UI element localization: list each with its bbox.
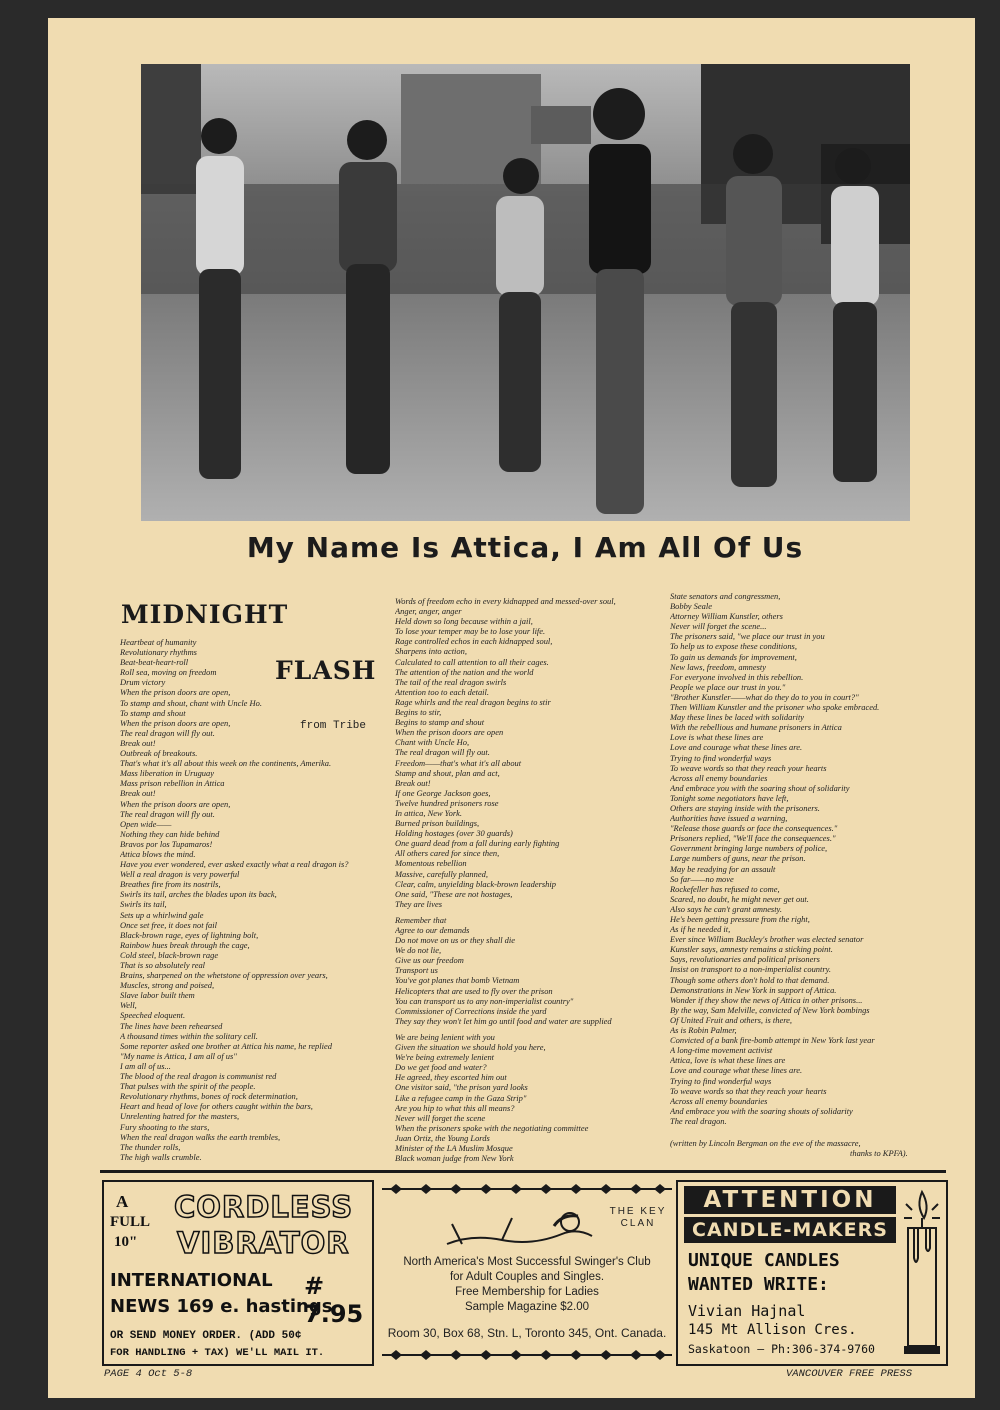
- poem-line: When the prison doors are open,: [120, 687, 231, 698]
- poem-line: Do we get food and water?: [395, 1062, 487, 1073]
- ad-order-line-1: OR SEND MONEY ORDER. (ADD 50¢: [110, 1330, 302, 1342]
- poem-line: Held down so long because within a jail,: [395, 616, 533, 627]
- poem-line: Massive, carefully planned,: [395, 868, 488, 879]
- march-photo: [141, 64, 910, 521]
- poem-line: "Release those guards or face the consequences.": [670, 823, 838, 834]
- poem-line: Beat-beat-heart-roll: [120, 657, 189, 668]
- poem-line: Demonstrations in New York in support of Attica.: [670, 984, 837, 995]
- poem-line: To help us to expose these conditions,: [670, 641, 797, 652]
- poem-line: State senators and congressmen,: [670, 591, 781, 601]
- poem-line: And embrace you with the soaring shouts of solidarity: [670, 1105, 853, 1116]
- poem-line: Nothing they can hide behind: [120, 828, 220, 839]
- poem-line: A long-time movement activist: [670, 1045, 773, 1056]
- candle-icon: [900, 1188, 944, 1358]
- poem-line: Begins to stamp and shout: [395, 717, 485, 728]
- poem-line: Muscles, strong and poised,: [120, 980, 215, 991]
- poem-line: Heartbeat of humanity: [120, 637, 197, 647]
- ad-vibrator: VIBRATOR: [177, 1226, 350, 1260]
- poem-line: thanks to KPFA).: [850, 1148, 908, 1159]
- poem-line: We are being lenient with you: [395, 1031, 495, 1042]
- poem-line: May be readying for an assault: [670, 863, 776, 874]
- poem-line: Insist on transport to a non-imperialist country.: [670, 964, 832, 975]
- ad-a: A: [116, 1192, 129, 1211]
- poem-line: Brains, sharpened on the whetstone of oppression over years,: [120, 970, 328, 981]
- key-clan-line-2: for Adult Couples and Singles.: [449, 1271, 605, 1283]
- poem-line: In attica, New York.: [395, 807, 462, 818]
- poem-line: You can transport us to any non-imperialist country": [395, 995, 574, 1006]
- ad-full: FULL: [110, 1214, 151, 1230]
- poem-line: He's been getting pressure from the right,: [670, 914, 810, 924]
- poem-line: That's what it's all about this week on the continents, Amerika.: [120, 758, 332, 769]
- poem-line: Authorities have issued a warning,: [670, 813, 788, 824]
- poem-line: Do not move on us or they shall die: [395, 935, 515, 946]
- poem-line: Across all enemy boundaries: [670, 772, 768, 783]
- poem-line: Sharpens into action,: [395, 646, 467, 657]
- poem-line: Juan Ortiz, the Young Lords: [395, 1132, 490, 1143]
- poem-line: Stamp and shout, plan and act,: [395, 767, 500, 778]
- poem-line: Begins to stir,: [395, 707, 442, 718]
- poem-line: "My name is Attica, I am all of us": [120, 1050, 237, 1061]
- poem-line: Like a refugee camp in the Gaza Strip": [395, 1092, 527, 1103]
- poem-line: Revolutionary rhythms: [120, 647, 197, 658]
- poem-line: Says, revolutionaries and political prisoners: [670, 954, 820, 965]
- poem-line: Wonder if they show the news of Attica in other prisons...: [670, 994, 863, 1005]
- poem-line: With the rebellious and humane prisoners in Attica: [670, 722, 842, 733]
- section-divider: [100, 1170, 946, 1173]
- candle-line-1: UNIQUE CANDLES: [688, 1250, 840, 1271]
- poem-line: Heart and head of love for others caught within the bars,: [120, 1101, 313, 1112]
- poem-line: Once set free, it does not fail: [120, 919, 217, 930]
- poem-line: Rage controlled echos in each kidnapped soul,: [395, 636, 553, 647]
- poem-column-2: [395, 596, 685, 1163]
- poem-line: Attica, love is what these lines are: [670, 1055, 786, 1066]
- poem-line: (written by Lincoln Bergman on the eve of the massacre,: [670, 1137, 861, 1148]
- candle-heading-1: ATTENTION: [684, 1186, 896, 1214]
- poem-line: You've got planes that bomb Vietnam: [395, 975, 520, 986]
- poem-line: Unrelenting hatred for the masters,: [120, 1111, 240, 1122]
- poem-line: Speeched eloquent.: [120, 1010, 186, 1021]
- poem-line: Words of freedom echo in every kidnapped and messed-over soul,: [395, 596, 616, 606]
- key-clan-line-4: Sample Magazine $2.00: [464, 1301, 590, 1313]
- poem-line: Convicted of a bank fire-bomb attempt in New York last year: [670, 1035, 875, 1046]
- poem-line: Outbreak of breakouts.: [120, 748, 198, 759]
- poem-line: When the prison doors are open: [395, 727, 504, 738]
- poem-line: Remember that: [395, 914, 447, 925]
- poem-line: To weave words so that they reach your hearts: [670, 1085, 827, 1096]
- poem-line: The real dragon.: [670, 1115, 727, 1126]
- poem-line: Some reporter asked one brother at Attica his name, he replied: [120, 1040, 332, 1051]
- ad-price: # 7.95: [304, 1272, 364, 1328]
- poem-line: Scared, no doubt, he might never get out.: [670, 893, 809, 904]
- poem-line: The prisoners said, "we place our trust in you: [670, 631, 825, 642]
- candle-line-3: Vivian Hajnal: [688, 1302, 806, 1320]
- candle-line-2: WANTED WRITE:: [688, 1274, 829, 1295]
- poem-line: Minister of the LA Muslim Mosque: [395, 1142, 513, 1153]
- poem-line: Break out!: [120, 788, 156, 799]
- poem-line: The real dragon will fly out.: [120, 808, 215, 819]
- poem-line: Slave labor built them: [120, 990, 195, 1001]
- poem-line: May these lines be laced with solidarity: [670, 712, 805, 723]
- key-clan-address: Room 30, Box 68, Stn. L, Toronto 345, Ont. Canada.: [387, 1326, 667, 1340]
- ad-cordless-vibrator: [102, 1180, 374, 1366]
- poem-line: We do not lie,: [395, 945, 442, 956]
- poem-line: To stamp and shout, chant with Uncle Ho.: [120, 697, 262, 708]
- reclining-figure-icon: [442, 1204, 602, 1256]
- poem-line: Transport us: [395, 965, 438, 976]
- poem-line: Swirls its tail,: [120, 899, 167, 910]
- poem-line: One visitor said, "the prison yard looks: [395, 1082, 528, 1093]
- poem-line: Calculated to call attention to all their cages.: [395, 656, 549, 667]
- poem-title-flash: FLASH: [275, 656, 377, 685]
- diamond-border-bottom: [382, 1348, 672, 1362]
- poem-line: Love is what these lines are: [670, 732, 764, 743]
- poem-line: Holding hostages (over 30 guards): [395, 828, 513, 839]
- poem-line: Well a real dragon is very powerful: [120, 869, 240, 880]
- poem-line: They are lives: [395, 898, 443, 909]
- poem-line: Others are staying inside with the prisoners.: [670, 802, 820, 813]
- poem-line: To lose your temper may be to lose your life.: [395, 626, 546, 637]
- poem-line: Break out!: [395, 777, 431, 788]
- poem-line: The attention of the nation and the world: [395, 666, 534, 677]
- key-clan-line-3: Free Membership for Ladies: [455, 1286, 599, 1298]
- poem-line: Chant with Uncle Ho,: [395, 737, 470, 748]
- poem-line: Burned prison buildings,: [395, 818, 480, 829]
- headline: My Name Is Attica, I Am All Of Us: [246, 531, 804, 564]
- poem-line: By the way, Sam Melville, convicted of New York bombings: [670, 1004, 870, 1015]
- poem-line: Black woman judge from New York: [395, 1153, 514, 1164]
- poem-line: Trying to find wonderful ways: [670, 1075, 772, 1086]
- ad-ten-inch: 10": [114, 1234, 138, 1250]
- poem-line: I am all of us...: [120, 1060, 171, 1071]
- poem-line: Revolutionary rhythms, bones of rock determination,: [120, 1091, 298, 1102]
- photo-illustration: [141, 64, 910, 521]
- poem-line: Breathes fire from its nostrils,: [120, 879, 221, 890]
- poem-line: New laws, freedom, amnesty: [670, 661, 767, 672]
- key-clan-name: THE KEY CLAN: [609, 1206, 667, 1229]
- poem-line: The tail of the real dragon swirls: [395, 676, 507, 687]
- poem-line: He agreed, they escorted him out: [395, 1072, 507, 1083]
- newspaper-page: [48, 18, 975, 1398]
- poem-line: We're being extremely lenient: [395, 1052, 495, 1063]
- poem-line: When the prison doors are open,: [120, 717, 231, 728]
- poem-line: Well,: [120, 1000, 137, 1011]
- poem-line: Rockefeller has refused to come,: [670, 883, 780, 894]
- poem-line: Agree to our demands: [395, 925, 470, 935]
- candle-line-5: Saskatoon — Ph:306-374-9760: [688, 1342, 875, 1356]
- poem-line: Twelve hundred prisoners rose: [395, 797, 499, 808]
- poem-line: One said, "These are not hostages,: [395, 888, 513, 899]
- poem-line: So far——no move: [670, 873, 734, 884]
- poem-column-3: [670, 591, 956, 1158]
- poem-line: Mass liberation in Uruguay: [120, 768, 214, 779]
- poem-line: Momentous rebellion: [395, 858, 467, 869]
- footer-publication: VANCOUVER FREE PRESS: [786, 1368, 913, 1380]
- poem-line: Attica blows the mind.: [120, 848, 196, 859]
- poem-line: The real dragon will fly out.: [120, 727, 215, 738]
- poem-line: Attorney William Kunstler, others: [670, 611, 783, 622]
- poem-line: Swirls its tail, arches the blades upon its back,: [120, 889, 277, 900]
- poem-line: Trying to find wonderful ways: [670, 752, 772, 763]
- poem-line: Tonight some negotiators have left,: [670, 792, 789, 803]
- poem-line: When the real dragon walks the earth trembles,: [120, 1131, 281, 1142]
- poem-line: Ever since William Buckley's brother was elected senator: [670, 934, 864, 945]
- poem-line: Have you ever wondered, ever asked exactly what a real dragon is?: [120, 859, 349, 870]
- poem-line: Love and courage what these lines are.: [670, 1065, 803, 1076]
- poem-line: Helicopters that are used to fly over the prison: [395, 985, 553, 996]
- poem-title-midnight: MIDNIGHT: [121, 600, 289, 629]
- poem-line: Of United Fruit and others, is there,: [670, 1014, 793, 1025]
- ad-cordless: CORDLESS: [174, 1190, 354, 1224]
- poem-line: One guard dead from a fall during early fighting: [395, 838, 560, 849]
- poem-line: Never will forget the scene: [395, 1112, 486, 1123]
- poem-line: The blood of the real dragon is communist red: [120, 1071, 277, 1082]
- poem-line: The real dragon will fly out.: [395, 747, 490, 758]
- poem-line: Kunstler says, amnesty remains a sticking point.: [670, 944, 833, 955]
- poem-line: Across all enemy boundaries: [670, 1095, 768, 1106]
- poem-line: All others cared for since then,: [395, 848, 500, 859]
- poem-line: Given the situation we should hold you here,: [395, 1042, 546, 1053]
- poem-line: The thunder rolls,: [120, 1141, 181, 1152]
- poem-line: Though some others don't hold to that demand.: [670, 974, 830, 985]
- poem-line: The high walls crumble.: [120, 1151, 202, 1162]
- poem-line: As is Robin Palmer,: [670, 1025, 737, 1036]
- poem-line: To stamp and shout: [120, 707, 186, 718]
- poem-line: Rainbow hues break through the cage,: [120, 939, 250, 950]
- poem-line: Are you hip to what this all means?: [395, 1102, 515, 1113]
- poem-line: Roll sea, moving on freedom: [120, 667, 217, 678]
- poem-line: To weave words so that they reach your hearts: [670, 762, 827, 773]
- poem-line: Sets up a whirlwind gale: [120, 909, 204, 920]
- poem-line: Prisoners replied, "We'll face the consequences.": [670, 833, 836, 844]
- poem-line: When the prisoners spoke with the negotiating committee: [395, 1122, 589, 1133]
- poem-line: As if he needed it,: [670, 924, 731, 935]
- poem-line: And embrace you with the soaring shout of solidarity: [670, 782, 850, 793]
- poem-line: Attention too to each detail.: [395, 686, 489, 697]
- poem-line: Bravos por los Tupamaros!: [120, 838, 213, 849]
- poem-line: Love and courage what these lines are.: [670, 742, 803, 753]
- key-clan-line-1: North America's Most Successful Swinger's Club: [403, 1256, 651, 1268]
- candle-line-4: 145 Mt Allison Cres.: [688, 1322, 857, 1338]
- poem-line: Drum victory: [120, 677, 166, 688]
- candle-heading-2: CANDLE-MAKERS: [684, 1217, 896, 1243]
- poem-line: Rage whirls and the real dragon begins to stir: [395, 696, 551, 707]
- poem-line: Never will forget the scene...: [670, 621, 767, 632]
- poem-line: The lines have been rehearsed: [120, 1020, 223, 1031]
- poem-column-1: [120, 637, 412, 1162]
- poem-line: Large numbers of guns, near the prison.: [670, 853, 806, 864]
- poem-line: Black-brown rage, eyes of lightning bolt,: [120, 929, 259, 940]
- poem-line: Then William Kunstler and the prisoner who spoke embraced.: [670, 702, 880, 713]
- poem-line: Cold steel, black-brown rage: [120, 949, 219, 960]
- poem-line: People we place our trust in you.": [670, 681, 786, 692]
- poem-line: Also says he can't grant amnesty.: [670, 903, 782, 914]
- poem-line: Commissioner of Corrections inside the yard: [395, 1005, 547, 1016]
- poem-line: Mass prison rebellion in Attica: [120, 778, 225, 789]
- poem-line: That is so absolutely real: [120, 960, 206, 970]
- poem-line: "Brother Kunstler——what do they do to you in court?": [670, 691, 859, 702]
- ad-key-clan: [382, 1180, 672, 1366]
- ad-international: INTERNATIONAL: [110, 1270, 273, 1291]
- poem-line: A thousand times within the solitary cell.: [120, 1030, 258, 1041]
- poem-line: Break out!: [120, 737, 156, 748]
- poem-line: Anger, anger, anger: [395, 606, 462, 617]
- poem-line: Give us our freedom: [395, 955, 464, 966]
- poem-line: Freedom——that's what it's all about: [395, 757, 522, 768]
- ad-news-address: NEWS 169 e. hastings: [110, 1296, 333, 1317]
- footer-page-date: PAGE 4 Oct 5-8: [104, 1368, 193, 1380]
- poem-line: When the prison doors are open,: [120, 798, 231, 809]
- ad-candle-makers: [676, 1180, 948, 1366]
- diamond-border-top: [382, 1182, 672, 1196]
- poem-line: For everyone involved in this rebellion.: [670, 671, 804, 682]
- poem-line: That pulses with the spirit of the people.: [120, 1081, 256, 1092]
- poem-line: They say they won't let him go until food and water are supplied: [395, 1015, 612, 1026]
- poem-line: Open wide——: [120, 818, 172, 829]
- poem-line: Government bringing large numbers of police,: [670, 843, 828, 854]
- poem-source: from Tribe: [300, 720, 367, 732]
- poem-line: Clear, calm, unyielding black-brown leadership: [395, 878, 556, 889]
- poem-line: Bobby Seale: [670, 601, 712, 612]
- poem-line: Fury shooting to the stars,: [120, 1121, 210, 1132]
- poem-line: To gain us demands for improvement,: [670, 651, 797, 662]
- ad-order-line-2: FOR HANDLING + TAX) WE'LL MAIL IT.: [110, 1347, 325, 1359]
- poem-line: If one George Jackson goes,: [395, 787, 491, 798]
